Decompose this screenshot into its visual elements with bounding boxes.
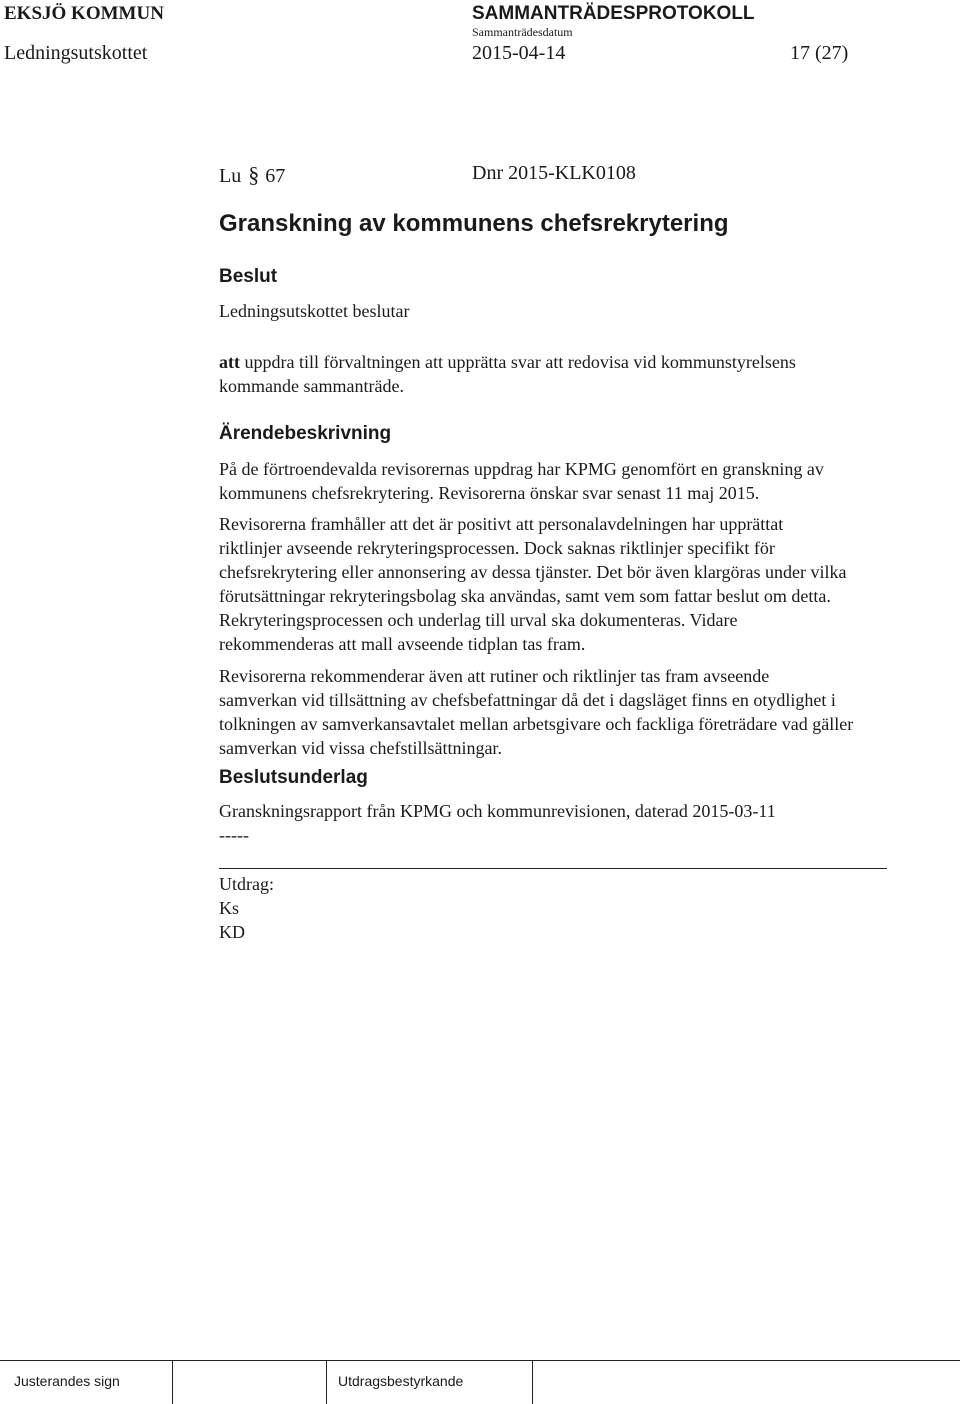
paragraph-line: kommunens chefsrekrytering. Revisorerna önskar svar senast 11 maj 2015. xyxy=(219,483,760,503)
description-paragraph-1 xyxy=(219,457,919,505)
paragraph-line: Rekryteringsprocessen och underlag till urval ska dokumenteras. Vidare xyxy=(219,610,738,630)
paragraph-line: riktlinjer avseende rekryteringsprocessen. Dock saknas riktlinjer specifikt för xyxy=(219,538,775,558)
paragraph-line: chefsrekrytering eller annonsering av dessa tjänster. Det bör även klargöras under vilka xyxy=(219,562,847,582)
basis-heading: Beslutsunderlag xyxy=(219,767,368,788)
meeting-date: 2015-04-14 xyxy=(472,42,566,64)
description-paragraph-2 xyxy=(219,512,919,656)
footer-divider xyxy=(532,1360,533,1404)
separator-dashes: ----- xyxy=(219,825,249,845)
footer-divider xyxy=(326,1360,327,1404)
page-number: 17 (27) xyxy=(790,42,849,64)
description-heading: Ärendebeskrivning xyxy=(219,423,392,444)
decision-line: att uppdra till förvaltningen att upprätta svar att redovisa vid kommunstyrelsens xyxy=(219,352,796,372)
decision-text xyxy=(219,350,919,398)
section-reference xyxy=(219,162,285,188)
paragraph-line: Revisorerna rekommenderar även att rutiner och riktlinjer tas fram avseende xyxy=(219,666,770,686)
section-symbol: § xyxy=(248,162,260,187)
decision-heading: Beslut xyxy=(219,266,278,287)
description-paragraph-3 xyxy=(219,664,919,760)
decision-bold-word: att xyxy=(219,352,240,372)
footer-divider xyxy=(172,1360,173,1404)
paragraph-line: förutsättningar rekryteringsbolag ska användas, samt vem som fattar beslut om detta. xyxy=(219,586,831,606)
decision-line: kommande sammanträde. xyxy=(219,376,404,396)
extract-recipient: KD xyxy=(219,922,245,942)
paragraph-line: På de förtroendevalda revisorernas uppdrag har KPMG genomfört en granskning av xyxy=(219,459,824,479)
organization-name: EKSJÖ KOMMUN xyxy=(4,3,164,24)
paragraph-line: Revisorerna framhåller att det är positivt att personalavdelningen har upprättat xyxy=(219,514,784,534)
extract-label: Utdrag: xyxy=(219,874,274,894)
divider-line xyxy=(219,868,887,869)
registry-number: Dnr 2015-KLK0108 xyxy=(472,162,636,184)
extract-recipient: Ks xyxy=(219,898,240,918)
basis-text: Granskningsrapport från KPMG och kommunrevisionen, daterad 2015-03-11 xyxy=(219,801,776,821)
paragraph-line: samverkan vid vissa chefstillsättningar. xyxy=(219,738,502,758)
decision-intro: Ledningsutskottet beslutar xyxy=(219,301,410,321)
paragraph-line: samverkan vid tillsättning av chefsbefattningar då det i dagsläget finns en otydlighet i xyxy=(219,690,836,710)
paragraph-line: rekommenderas att mall avseende tidplan tas fram. xyxy=(219,634,586,654)
certification-label: Utdragsbestyrkande xyxy=(338,1373,464,1389)
footer-border xyxy=(0,1360,960,1361)
item-title: Granskning av kommunens chefsrekrytering xyxy=(219,210,729,237)
committee-name: Ledningsutskottet xyxy=(4,42,148,64)
protocol-title: SAMMANTRÄDESPROTOKOLL xyxy=(472,3,755,24)
meeting-date-label: Sammanträdesdatum xyxy=(472,25,573,39)
sign-label: Justerandes sign xyxy=(14,1373,120,1389)
paragraph-line: tolkningen av samverkansavtalet mellan arbetsgivare och fackliga företrädare vad gäller xyxy=(219,714,854,734)
section-number: 67 xyxy=(265,165,286,187)
section-prefix: Lu xyxy=(219,165,242,187)
